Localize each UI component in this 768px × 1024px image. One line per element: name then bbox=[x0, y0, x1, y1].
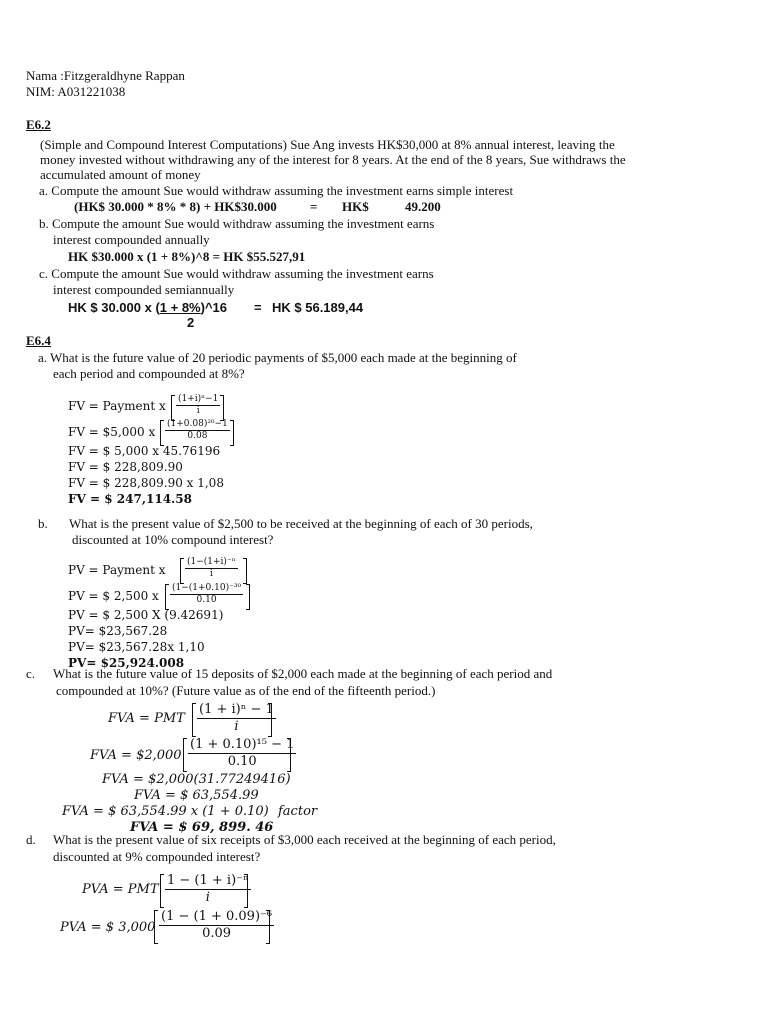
e64-d-formula-1-bracket-right bbox=[244, 874, 248, 908]
e62-b-question: b. Compute the amount Sue would withdraw assuming the investment earns bbox=[39, 216, 435, 231]
e62-c-answer-numerator: 1 + 8% bbox=[159, 300, 201, 315]
e64-c-question: What is the future value of 15 deposits of $2,000 each made at the beginning of each period and bbox=[53, 666, 553, 681]
e62-a-currency: HK$ bbox=[342, 199, 369, 214]
e64-a-formula-1-left: FV = Payment x bbox=[68, 399, 166, 413]
e64-heading: E6.4 bbox=[26, 333, 51, 348]
e64-d-formula-1-fraction bbox=[165, 873, 251, 907]
e64-a-formula-1-fraction bbox=[176, 394, 220, 418]
e62-b-answer: HK $30.000 x (1 + 8%)^8 = HK $55.527,91 bbox=[68, 249, 306, 264]
e64-a-formula-1-bracket-right bbox=[220, 395, 224, 421]
e64-b-formula-2-denominator: 0.10 bbox=[196, 595, 217, 606]
e62-b-question-2: interest compounded annually bbox=[53, 232, 210, 247]
e64-d-formula-2-fraction bbox=[159, 909, 274, 943]
e64-c-formula-1-bracket-left bbox=[192, 703, 196, 737]
e62-intro-line-2: money invested without withdrawing any of the interest for 8 years. At the end of the 8 years, Sue withdraws the bbox=[40, 152, 626, 167]
e62-heading: E6.2 bbox=[26, 117, 51, 132]
e64-d-formula-1-left: PVA = PMT bbox=[82, 882, 159, 897]
e64-a-formula-2-left: FV = $5,000 x bbox=[68, 425, 156, 439]
e64-c-line-5-note: factor bbox=[278, 804, 318, 819]
e64-a-line-2: FV = $ 228,809.90 bbox=[68, 460, 183, 474]
e64-c-line-4: FVA = $ 63,554.99 bbox=[134, 788, 259, 803]
e62-a-equals: = bbox=[310, 199, 318, 214]
e62-intro-line-1: (Simple and Compound Interest Computations) Sue Ang invests HK$30,000 at 8% annual interest, leaving the bbox=[40, 137, 615, 152]
e62-c-question: c. Compute the amount Sue would withdraw assuming the investment earns bbox=[39, 266, 434, 281]
e64-b-formula-1-denominator: i bbox=[209, 569, 213, 580]
e64-a-formula-2-fraction bbox=[165, 419, 230, 443]
e64-c-formula-2-fraction bbox=[188, 737, 296, 771]
e64-b-marker: b. bbox=[38, 516, 48, 531]
e64-b-question-2: discounted at 10% compound interest? bbox=[72, 532, 274, 547]
e64-d-formula-2-bracket-left bbox=[154, 910, 158, 944]
e64-b-question: What is the present value of $2,500 to be received at the beginning of each of 30 periods, bbox=[69, 516, 533, 531]
e64-d-formula-1-numerator: 1 − (1 + i)⁻ⁿ bbox=[165, 873, 251, 890]
e62-c-equals: = bbox=[254, 300, 262, 315]
e64-d-formula-2-bracket-right bbox=[266, 910, 270, 944]
e64-b-formula-2-left: PV = $ 2,500 x bbox=[68, 589, 159, 603]
e64-c-formula-1-left: FVA = PMT bbox=[108, 711, 185, 726]
e64-c-formula-2-numerator: (1 + 0.10)¹⁵ − 1 bbox=[188, 737, 296, 754]
e64-d-question: What is the present value of six receipts of $3,000 each received at the beginning of each period, bbox=[53, 832, 556, 847]
e64-a-formula-2-bracket-right bbox=[230, 420, 234, 446]
e64-a-formula-1-bracket-left bbox=[171, 395, 175, 421]
e62-intro-line-3: accumulated amount of money bbox=[40, 167, 201, 182]
e64-a-final: FV = $ 247,114.58 bbox=[68, 492, 192, 506]
e64-a-formula-1-numerator: (1+i)ⁿ−1 bbox=[176, 394, 220, 406]
e62-c-result: HK $ 56.189,44 bbox=[272, 300, 364, 315]
e64-c-formula-1-denominator: i bbox=[234, 719, 239, 735]
e64-a-formula-1-denominator: i bbox=[196, 406, 200, 417]
e64-a-line-1: FV = $ 5,000 x 45.76196 bbox=[68, 444, 221, 458]
student-nim: NIM: A031221038 bbox=[26, 84, 126, 99]
e64-d-question-2: discounted at 9% compounded interest? bbox=[53, 849, 261, 864]
e64-c-formula-2-denominator: 0.10 bbox=[227, 754, 257, 770]
e62-c-answer-pre: HK $ 30.000 x ( bbox=[68, 300, 160, 315]
e62-a-value: 49.200 bbox=[405, 199, 441, 214]
e62-c-question-2: interest compounded semiannually bbox=[53, 282, 235, 297]
e64-b-formula-1-numerator: (1−(1+i)⁻ⁿ bbox=[185, 557, 238, 569]
e64-b-formula-1-bracket-right bbox=[243, 558, 247, 584]
e64-d-marker: d. bbox=[26, 832, 36, 847]
e64-c-formula-1-fraction bbox=[197, 702, 276, 736]
e64-a-question-2: each period and compounded at 8%? bbox=[53, 366, 245, 381]
e62-c-answer-post: )^16 bbox=[200, 300, 228, 315]
e64-b-line-1: PV = $ 2,500 X (9.42691) bbox=[68, 608, 224, 622]
e64-c-formula-1-numerator: (1 + i)ⁿ − 1 bbox=[197, 702, 276, 719]
e64-b-final: PV= $25,924.008 bbox=[68, 656, 185, 670]
student-name: Nama :Fitzgeraldhyne Rappan bbox=[26, 68, 185, 83]
e64-b-formula-2-bracket-right bbox=[246, 584, 250, 610]
e64-a-question: a. What is the future value of 20 periodic payments of $5,000 each made at the beginning of bbox=[38, 350, 517, 365]
e64-b-formula-2-fraction bbox=[170, 583, 243, 607]
e64-c-formula-2-bracket-left bbox=[183, 738, 187, 772]
e64-c-formula-2-left: FVA = $2,000 bbox=[90, 748, 182, 763]
e64-b-formula-1-left: PV = Payment x bbox=[68, 563, 166, 577]
e64-d-formula-1-bracket-left bbox=[160, 874, 164, 908]
e62-c-denominator: 2 bbox=[187, 315, 195, 330]
e64-b-line-2: PV= $23,567.28 bbox=[68, 624, 168, 638]
e64-c-formula-1-bracket-right bbox=[268, 703, 272, 737]
e64-a-formula-2-numerator: (1+0.08)²⁰−1 bbox=[165, 419, 230, 431]
e64-c-line-5: FVA = $ 63,554.99 x (1 + 0.10) bbox=[62, 804, 269, 819]
e64-c-line-3: FVA = $2,000(31.77249416) bbox=[102, 772, 291, 787]
e64-b-formula-1-bracket-left bbox=[180, 558, 184, 584]
e64-d-formula-1-denominator: i bbox=[205, 890, 210, 906]
e64-b-formula-2-numerator: (1−(1+0.10)⁻³⁰ bbox=[170, 583, 243, 595]
e64-b-line-3: PV= $23,567.28x 1,10 bbox=[68, 640, 205, 654]
e62-a-answer: (HK$ 30.000 * 8% * 8) + HK$30.000 bbox=[74, 199, 277, 214]
e64-c-question-2: compounded at 10%? (Future value as of the end of the fifteenth period.) bbox=[56, 683, 436, 698]
e62-a-question: a. Compute the amount Sue would withdraw assuming the investment earns simple interest bbox=[39, 183, 514, 198]
e64-c-final: FVA = $ 69, 899. 46 bbox=[130, 820, 274, 835]
e64-d-formula-2-left: PVA = $ 3,000 bbox=[60, 920, 156, 935]
e64-b-formula-1-fraction bbox=[185, 557, 238, 581]
e64-d-formula-2-numerator: (1 − (1 + 0.09)⁻⁶ bbox=[159, 909, 274, 926]
e62-c-answer bbox=[68, 300, 227, 316]
e64-c-marker: c. bbox=[26, 666, 36, 681]
e64-a-line-3: FV = $ 228,809.90 x 1,08 bbox=[68, 476, 224, 490]
e64-c-formula-2-bracket-right bbox=[287, 738, 291, 772]
e64-d-formula-2-denominator: 0.09 bbox=[202, 926, 232, 942]
e64-a-formula-2-denominator: 0.08 bbox=[187, 431, 208, 442]
